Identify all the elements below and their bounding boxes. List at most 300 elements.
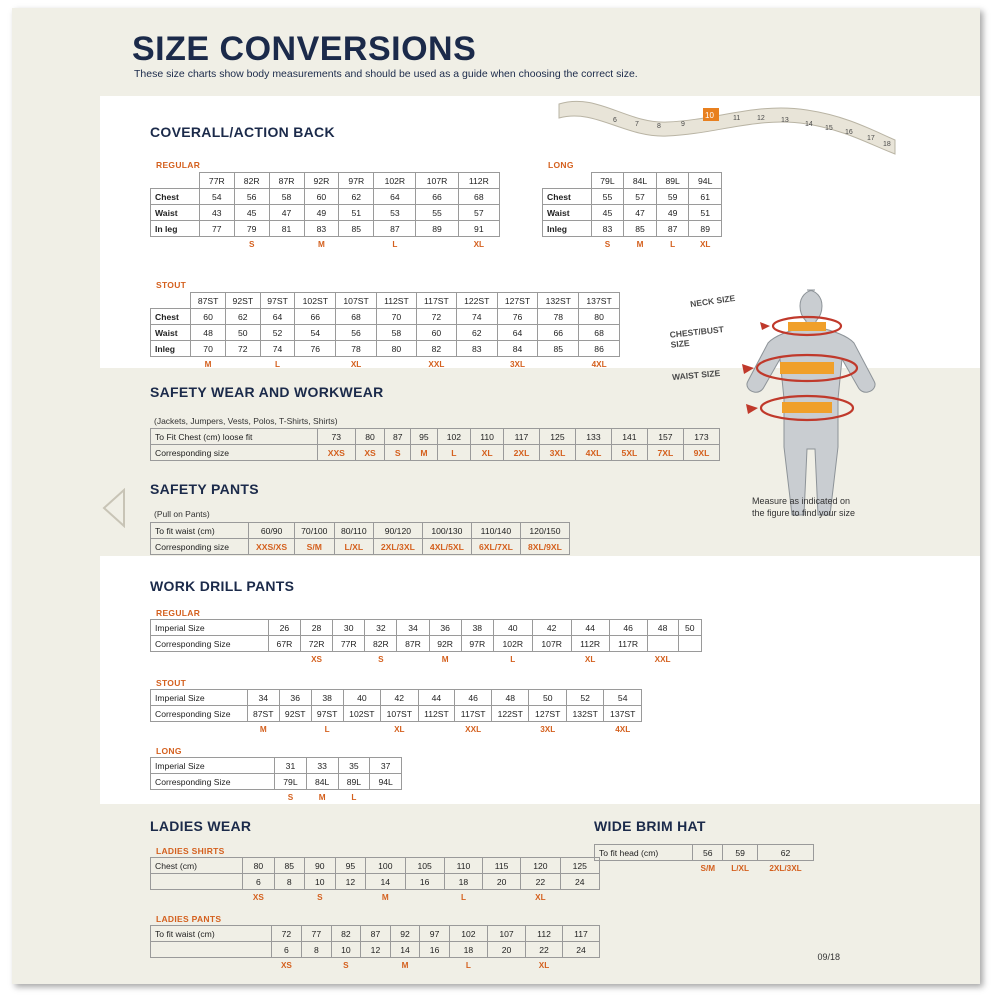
data-cell: 83 [304,221,339,237]
data-cell: 87 [374,221,416,237]
size-cell [456,357,497,373]
data-cell: 28 [301,620,333,636]
size-cell: XXL [654,655,671,664]
data-cell: 79L [275,774,307,790]
data-cell: 84L [306,774,338,790]
data-cell: 16 [405,874,444,890]
data-cell: 87 [656,221,689,237]
data-cell: 14 [366,874,405,890]
size-cell: L [275,360,281,369]
size-cell [361,958,391,974]
data-cell: 37 [370,758,402,774]
size-row [151,357,620,373]
data-cell: 79 [234,221,269,237]
data-cell: 6XL/7XL [471,539,520,555]
size-cell: M [259,725,267,734]
annotation-neck-size: NECK SIZE [689,292,736,310]
data-cell: 122ST [456,293,497,309]
table-safetywear [150,428,720,461]
data-cell: 117ST [416,293,456,309]
row-header: Chest [543,189,592,205]
section-title-safetywear: SAFETY WEAR AND WORKWEAR [150,384,384,400]
size-cell [563,958,600,974]
data-cell: 89L [656,173,689,189]
table-row [151,706,642,722]
data-cell: 80 [355,429,384,445]
data-cell: 112R [571,636,609,652]
data-cell: 61 [689,189,722,205]
size-cell: S [378,655,384,664]
data-cell: 82R [234,173,269,189]
section-title-workdrill: WORK DRILL PANTS [150,578,295,594]
row-header: Imperial Size [151,690,248,706]
svg-text:16: 16 [845,129,853,136]
data-cell: 10 [305,874,336,890]
data-cell: 9XL [683,445,719,461]
data-cell: 72 [225,341,260,357]
row-header: To Fit Chest (cm) loose fit [151,429,318,445]
data-cell [151,293,191,309]
size-cell: XL [350,360,362,369]
size-cell [151,652,269,668]
size-cell: S [604,240,611,249]
data-cell: 89 [416,221,458,237]
data-cell: 62 [758,845,814,861]
data-cell: 89 [689,221,722,237]
data-cell: 12 [361,942,391,958]
data-cell: 54 [199,189,234,205]
size-cell [333,652,365,668]
size-cell [151,790,275,806]
data-cell: 24 [563,942,600,958]
size-cell: 2XL/3XL [769,864,802,873]
data-cell: 8 [302,942,332,958]
data-cell: 112 [526,926,563,942]
data-cell: 97ST [311,706,343,722]
data-cell: 60 [304,189,339,205]
data-cell: 3XL [539,445,575,461]
svg-text:9: 9 [681,121,685,128]
data-cell: 51 [339,205,374,221]
size-cell: XS [280,961,292,970]
data-cell [678,636,701,652]
data-cell: 38 [461,620,493,636]
data-cell: 80/110 [334,523,373,539]
note-safetypants: (Pull on Pants) [154,509,210,519]
svg-text:13: 13 [781,117,789,124]
data-cell: 4XL [575,445,611,461]
data-cell: 100 [366,858,405,874]
size-row [151,790,402,806]
size-cell [151,722,248,738]
size-cell [225,357,260,373]
size-cell [418,722,455,738]
size-cell [492,722,529,738]
data-cell: 10 [331,942,361,958]
size-cell [543,237,592,253]
data-cell: 132ST [566,706,603,722]
row-header: Imperial Size [151,620,269,636]
data-cell: 20 [483,874,521,890]
size-row [151,722,642,738]
row-header: Waist [543,205,592,221]
data-cell: 107R [532,636,571,652]
data-cell: 102ST [295,293,336,309]
data-cell: 92 [390,926,420,942]
size-cell: XL [538,961,550,970]
table-row [151,523,570,539]
data-cell: 57 [458,205,499,221]
size-cell [343,722,380,738]
size-cell [678,652,701,668]
row-header: Chest [151,309,191,325]
table-row [151,539,570,555]
size-cell: XL [535,893,546,902]
data-cell: 80 [376,341,416,357]
size-cell [483,890,521,906]
size-cell: M [441,655,449,664]
data-cell: 117R [609,636,647,652]
data-cell: 62 [225,309,260,325]
data-cell: 49 [656,205,689,221]
size-cell: S/M [700,864,716,873]
label-ladies-shirts: LADIES SHIRTS [156,846,225,856]
data-cell: 62 [456,325,497,341]
label-coverall-stout: STOUT [156,280,187,290]
size-cell: 3XL [509,360,526,369]
size-cell: L [465,961,471,970]
data-cell: 44 [418,690,455,706]
data-cell: 14 [390,942,420,958]
data-cell: 33 [306,758,338,774]
row-header: Inleg [151,341,191,357]
data-cell: 90/120 [373,523,422,539]
data-cell: 82 [416,341,456,357]
data-cell: 34 [397,620,429,636]
data-cell: 87R [397,636,429,652]
svg-text:7: 7 [635,121,639,128]
data-cell: 72R [301,636,333,652]
label-workdrill-long: LONG [156,746,182,756]
data-cell: 54 [604,690,642,706]
data-cell: 92R [304,173,339,189]
data-cell: 78 [336,341,377,357]
data-cell: 87ST [191,293,226,309]
data-cell: 44 [571,620,609,636]
size-row [543,237,722,253]
data-cell: 157 [647,429,683,445]
data-cell: 92ST [279,706,311,722]
svg-text:11: 11 [733,115,741,122]
size-cell: M [401,961,409,970]
data-cell: 64 [374,189,416,205]
table-row [151,942,600,958]
label-ladies-pants: LADIES PANTS [156,914,222,924]
table-row [543,205,722,221]
data-cell: 48 [191,325,226,341]
page-subtitle: These size charts show body measurements and should be used as a guide when choosing the correct size. [134,68,638,80]
data-cell: 74 [260,341,295,357]
data-cell: 47 [269,205,304,221]
data-cell: 59 [656,189,689,205]
data-cell: 102R [493,636,532,652]
size-cell [302,958,332,974]
document-content [12,8,980,984]
data-cell: 85 [538,341,579,357]
data-cell: 77 [199,221,234,237]
data-cell: 42 [532,620,571,636]
data-cell: 5XL [611,445,647,461]
table-row [595,845,814,861]
data-cell: 60 [416,325,456,341]
table-row [151,205,500,221]
data-cell: 97 [420,926,450,942]
data-cell: 68 [458,189,499,205]
size-cell: XL [394,725,405,734]
data-cell: 51 [689,205,722,221]
svg-text:6: 6 [613,117,617,124]
row-header: Inleg [543,221,592,237]
row-header: In leg [151,221,200,237]
data-cell: 22 [526,942,563,958]
data-cell: 66 [295,309,336,325]
row-header: Corresponding Size [151,706,248,722]
table-row [151,874,600,890]
data-cell: M [411,445,437,461]
table-coverall-regular [150,172,500,252]
data-cell: 67R [268,636,300,652]
size-cell [405,890,444,906]
page-title: SIZE CONVERSIONS [132,30,477,68]
row-header: To fit waist (cm) [151,523,249,539]
data-cell: 55 [591,189,624,205]
size-cell [532,652,571,668]
table-row [151,858,600,874]
data-cell: 30 [333,620,365,636]
data-cell: 133 [575,429,611,445]
data-cell: 87R [269,173,304,189]
data-cell: 117 [503,429,539,445]
data-cell: 56 [234,189,269,205]
data-cell: 54 [295,325,336,341]
data-cell: L [437,445,471,461]
data-cell: 38 [311,690,343,706]
data-cell: 97R [339,173,374,189]
table-header-row [543,173,722,189]
data-cell: 58 [269,189,304,205]
data-cell: 64 [497,325,538,341]
data-cell: 24 [560,874,599,890]
label-coverall-long: LONG [548,160,574,170]
data-cell: 173 [683,429,719,445]
data-cell: 16 [420,942,450,958]
data-cell: 66 [538,325,579,341]
data-cell: 45 [234,205,269,221]
data-cell: 127ST [529,706,566,722]
data-cell: 45 [591,205,624,221]
size-cell: M [318,793,326,802]
data-cell: 84L [624,173,657,189]
data-cell: 50 [225,325,260,341]
data-cell: 107R [416,173,458,189]
data-cell: 50 [529,690,566,706]
size-cell [376,357,416,373]
data-cell: 2XL/3XL [373,539,422,555]
data-cell: 48 [492,690,529,706]
table-header-row [151,173,500,189]
svg-text:18: 18 [883,141,891,148]
table-row [151,189,500,205]
svg-text:8: 8 [657,123,661,130]
data-cell: 95 [335,858,366,874]
size-cell: XXL [465,725,482,734]
data-cell: 92ST [225,293,260,309]
table-row [543,189,722,205]
size-cell: L [392,240,398,249]
data-cell: 4XL/5XL [422,539,471,555]
table-hat [594,844,814,876]
size-cell [151,958,272,974]
row-header: To fit waist (cm) [151,926,272,942]
data-cell: 36 [429,620,461,636]
data-cell: 81 [269,221,304,237]
size-cell [566,722,603,738]
data-cell: 83 [456,341,497,357]
size-cell [274,890,305,906]
size-cell [268,652,300,668]
data-cell: 49 [304,205,339,221]
table-header-row [151,293,620,309]
data-cell: XL [471,445,504,461]
data-cell: 107ST [381,706,418,722]
data-cell: 53 [374,205,416,221]
size-cell [560,890,599,906]
data-cell: 137ST [604,706,642,722]
size-cell [416,237,458,253]
size-cell: L [351,793,357,802]
data-cell: 79L [591,173,624,189]
row-header: Corresponding size [151,539,249,555]
table-row [151,341,620,357]
table-workdrill-long [150,757,402,805]
label-workdrill-stout: STOUT [156,678,187,688]
data-cell: 6 [243,874,274,890]
label-workdrill-regular: REGULAR [156,608,201,618]
data-cell: 35 [338,758,370,774]
table-row [151,620,702,636]
size-row [595,861,814,877]
size-cell [370,790,402,806]
data-cell [151,173,200,189]
data-cell: 120 [521,858,560,874]
data-cell: 72 [416,309,456,325]
data-cell: 43 [199,205,234,221]
data-cell: 112ST [376,293,416,309]
size-cell [461,652,493,668]
data-cell: 34 [247,690,279,706]
size-cell: XL [473,240,485,249]
svg-text:17: 17 [867,135,875,142]
data-cell: 46 [609,620,647,636]
data-cell: 55 [416,205,458,221]
data-cell: 80 [579,309,620,325]
size-cell [151,237,200,253]
left-arrow-icon [102,488,128,528]
table-row [151,926,600,942]
annotation-waist-size: WAIST SIZE [671,367,721,383]
data-cell: 102ST [343,706,380,722]
size-row [151,652,702,668]
row-header: To fit head (cm) [595,845,693,861]
data-cell: 2XL [503,445,539,461]
size-cell [295,357,336,373]
data-cell: 110 [444,858,482,874]
data-cell: 112R [458,173,499,189]
data-cell: 6 [271,942,301,958]
size-cell: M [204,360,212,369]
size-cell: M [318,240,325,249]
svg-text:15: 15 [825,125,833,132]
size-cell: 4XL [591,360,607,369]
size-cell [595,861,693,877]
data-cell: 77R [199,173,234,189]
data-cell: 26 [268,620,300,636]
size-cell: 3XL [540,725,556,734]
size-cell [420,958,450,974]
data-cell: 8 [274,874,305,890]
row-header [151,874,243,890]
measure-instruction: Measure as indicated on the figure to find your size [752,496,856,518]
size-cell [487,958,525,974]
data-cell: 80 [243,858,274,874]
section-title-safetypants: SAFETY PANTS [150,481,259,497]
data-cell: 52 [566,690,603,706]
data-cell: 7XL [647,445,683,461]
data-cell: 36 [279,690,311,706]
size-cell: L/XL [731,864,750,873]
data-cell: 107 [487,926,525,942]
size-cell [538,357,579,373]
data-cell: 40 [343,690,380,706]
body-figure-graphic [712,278,902,528]
data-cell: 82R [365,636,397,652]
data-cell: 110/140 [471,523,520,539]
data-cell: 46 [455,690,492,706]
data-cell: 97R [461,636,493,652]
data-cell: 73 [317,429,355,445]
data-cell: 62 [339,189,374,205]
data-cell: 58 [376,325,416,341]
size-cell: L [460,893,466,902]
data-cell: 92R [429,636,461,652]
data-cell: 70 [376,309,416,325]
data-cell: 94L [370,774,402,790]
data-cell: 117 [563,926,600,942]
data-cell: L/XL [334,539,373,555]
data-cell [647,636,678,652]
data-cell: 18 [444,874,482,890]
data-cell: 20 [487,942,525,958]
data-cell: 97ST [260,293,295,309]
data-cell: 76 [497,309,538,325]
size-cell [269,237,304,253]
data-cell: XS [355,445,384,461]
data-cell: 102 [449,926,487,942]
size-cell: L [670,240,676,249]
table-coverall-long [542,172,722,252]
data-cell: 112ST [418,706,455,722]
data-cell: 83 [591,221,624,237]
